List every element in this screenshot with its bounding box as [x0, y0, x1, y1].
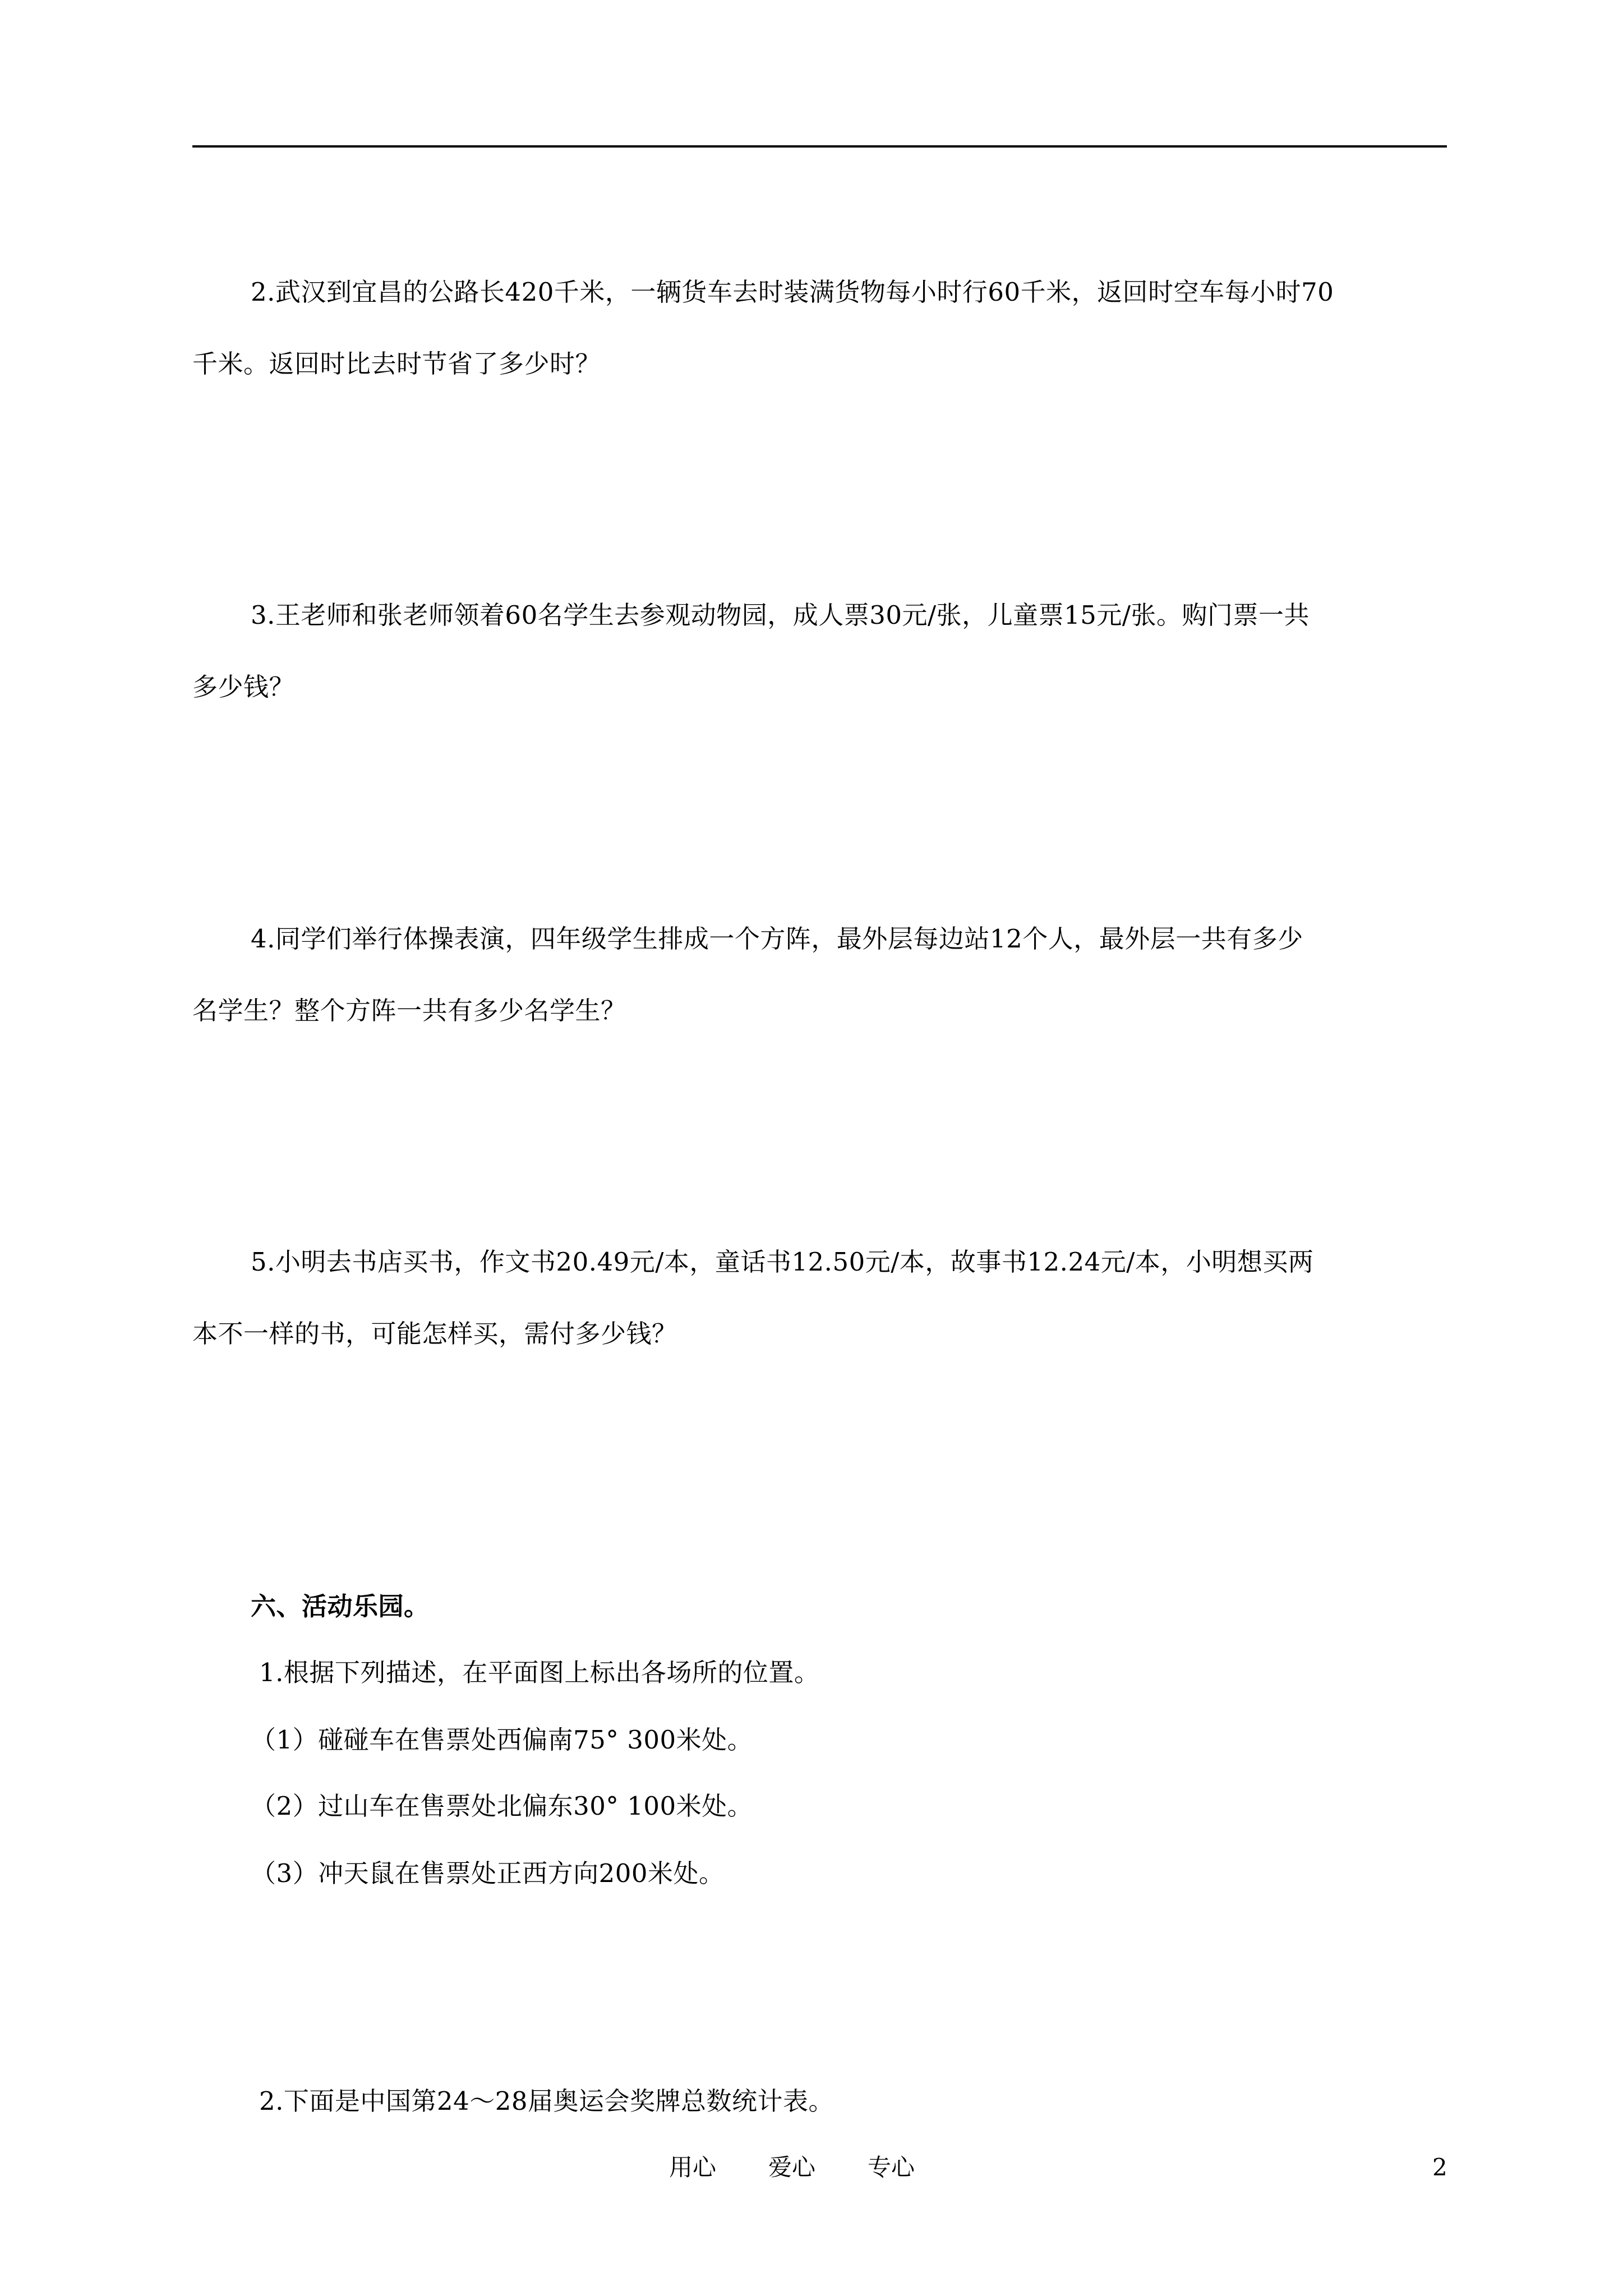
problem-4-line-1: 4.同学们举行体操表演，四年级学生排成一个方阵，最外层每边站12个人，最外层一共有多少	[251, 924, 1303, 954]
section-6-q1-item-1: （1）碰碰车在售票处西偏南75° 300米处。	[251, 1725, 753, 1755]
section-6-q2-intro: 2.下面是中国第24～28届奥运会奖牌总数统计表。	[259, 2086, 834, 2116]
header-rule	[192, 145, 1447, 148]
problem-3-line-2: 多少钱？	[192, 672, 295, 702]
problem-5-line-1: 5.小明去书店买书，作文书20.49元/本，童话书12.50元/本，故事书12.24元/本，小明想买两	[251, 1247, 1314, 1277]
problem-2-line-1: 2.武汉到宜昌的公路长420千米，一辆货车去时装满货物每小时行60千米，返回时空车每小时70	[251, 277, 1334, 307]
footer-motto-3: 专心	[868, 2154, 915, 2181]
problem-3-line-1: 3.王老师和张老师领着60名学生去参观动物园，成人票30元/张，儿童票15元/张。购门票一共	[251, 600, 1310, 630]
section-6-heading: 六、活动乐园。	[251, 1591, 430, 1621]
section-6-q1-intro: 1.根据下列描述，在平面图上标出各场所的位置。	[259, 1658, 820, 1687]
problem-2-line-2: 千米。返回时比去时节省了多少时？	[192, 349, 601, 379]
problem-4-line-2: 名学生？整个方阵一共有多少名学生？	[192, 996, 626, 1025]
problem-5-line-2: 本不一样的书，可能怎样买，需付多少钱？	[192, 1319, 677, 1349]
footer-motto-2: 爱心	[768, 2154, 816, 2181]
page-number: 2	[1432, 2154, 1447, 2181]
section-6-q1-item-3: （3）冲天鼠在售票处正西方向200米处。	[251, 1858, 725, 1888]
footer-motto-1: 用心	[669, 2154, 717, 2181]
section-6-q1-item-2: （2）过山车在售票处北偏东30° 100米处。	[251, 1791, 753, 1821]
